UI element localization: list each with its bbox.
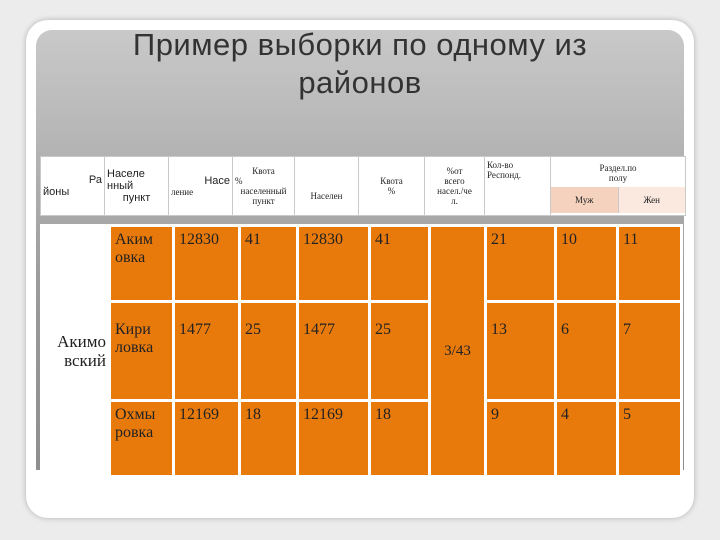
settlement-name (110, 400, 174, 476)
header-settlement (105, 157, 169, 216)
header-quota2-line1: Квота (380, 176, 403, 186)
settlement-name (110, 302, 174, 401)
header-districts-part1: Ра (88, 174, 102, 186)
settlement-name-line2: ловка (115, 339, 154, 357)
header-pct-line3: насел./че (437, 186, 472, 196)
male-cell: 6 (556, 302, 618, 401)
female-cell: 7 (618, 302, 682, 401)
table-row (42, 226, 682, 302)
title-line-1: Пример выборки по одному из (132, 27, 588, 62)
header-settlement-line3: пункт (122, 192, 151, 204)
table-header (40, 156, 686, 216)
header-respondents (485, 157, 551, 216)
header-gender-line2: полу (608, 173, 628, 183)
header-districts (41, 157, 105, 216)
header-settlement-line1: Населе (107, 168, 145, 180)
population-cell: 12830 (174, 226, 240, 302)
population-cell: 1477 (174, 302, 240, 401)
settlement-name-line1: Охмы (115, 405, 156, 423)
header-districts-part2: йоны (43, 186, 70, 198)
settlement-name-line2: ровка (115, 423, 154, 441)
table-body-wrapper (40, 224, 680, 478)
header-gender-subrow (551, 187, 685, 213)
respondents-cell: 21 (486, 226, 556, 302)
header-respondents-line1: Кол-во (487, 160, 514, 170)
slide-title (36, 26, 684, 102)
header-quota-line1: Квота (252, 166, 275, 176)
header-female: Жен (619, 187, 686, 213)
population2-cell: 1477 (298, 302, 370, 401)
header-quota-line2: % (235, 176, 243, 186)
population-cell: 12169 (174, 400, 240, 476)
header-settlement-line2: нный (107, 180, 134, 192)
respondents-cell: 9 (486, 400, 556, 476)
table-row (42, 400, 682, 476)
quota-cell: 41 (240, 226, 298, 302)
header-quota-2 (359, 157, 425, 216)
header-gender-title (551, 159, 685, 187)
quota-cell: 18 (240, 400, 298, 476)
header-quota-percent (233, 157, 295, 216)
header-gender-split (551, 157, 686, 216)
quota2-cell: 41 (370, 226, 430, 302)
male-cell: 10 (556, 226, 618, 302)
percent-total-cell: 3/43 (430, 226, 486, 477)
settlement-name-line2: овка (115, 249, 146, 266)
header-population-part2: ление (171, 187, 194, 197)
header-pct-line4: л. (451, 196, 458, 206)
district-name (42, 226, 110, 477)
table-row (42, 302, 682, 401)
header-male: Муж (551, 187, 619, 213)
header-gender-line1: Раздел.по (599, 163, 637, 173)
female-cell: 5 (618, 400, 682, 476)
respondents-cell: 13 (486, 302, 556, 401)
header-population-part1: Насе (204, 175, 230, 187)
table-body (40, 224, 683, 478)
quota2-cell: 18 (370, 400, 430, 476)
title-line-2: районов (298, 65, 422, 100)
header-pct-line1: %от (446, 166, 463, 176)
header-respondents-line2: Респонд. (487, 170, 522, 180)
header-pct-line2: всего (444, 176, 465, 186)
header-quota2-line2: % (387, 186, 396, 196)
header-quota-line3: населенный (240, 186, 287, 196)
settlement-name-line1: Кири (115, 321, 151, 339)
district-name-line1: Акимо (57, 332, 106, 351)
population2-cell: 12169 (298, 400, 370, 476)
header-population-2: Населен (295, 157, 359, 216)
quota-cell: 25 (240, 302, 298, 401)
header-quota-line4: пункт (252, 196, 275, 206)
header-population (169, 157, 233, 216)
population2-cell: 12830 (298, 226, 370, 302)
male-cell: 4 (556, 400, 618, 476)
female-cell: 11 (618, 226, 682, 302)
header-percent-total (425, 157, 485, 216)
settlement-name-line1: Аким (115, 231, 154, 248)
district-name-line2: вский (64, 351, 106, 370)
settlement-name (110, 226, 174, 302)
quota2-cell: 25 (370, 302, 430, 401)
